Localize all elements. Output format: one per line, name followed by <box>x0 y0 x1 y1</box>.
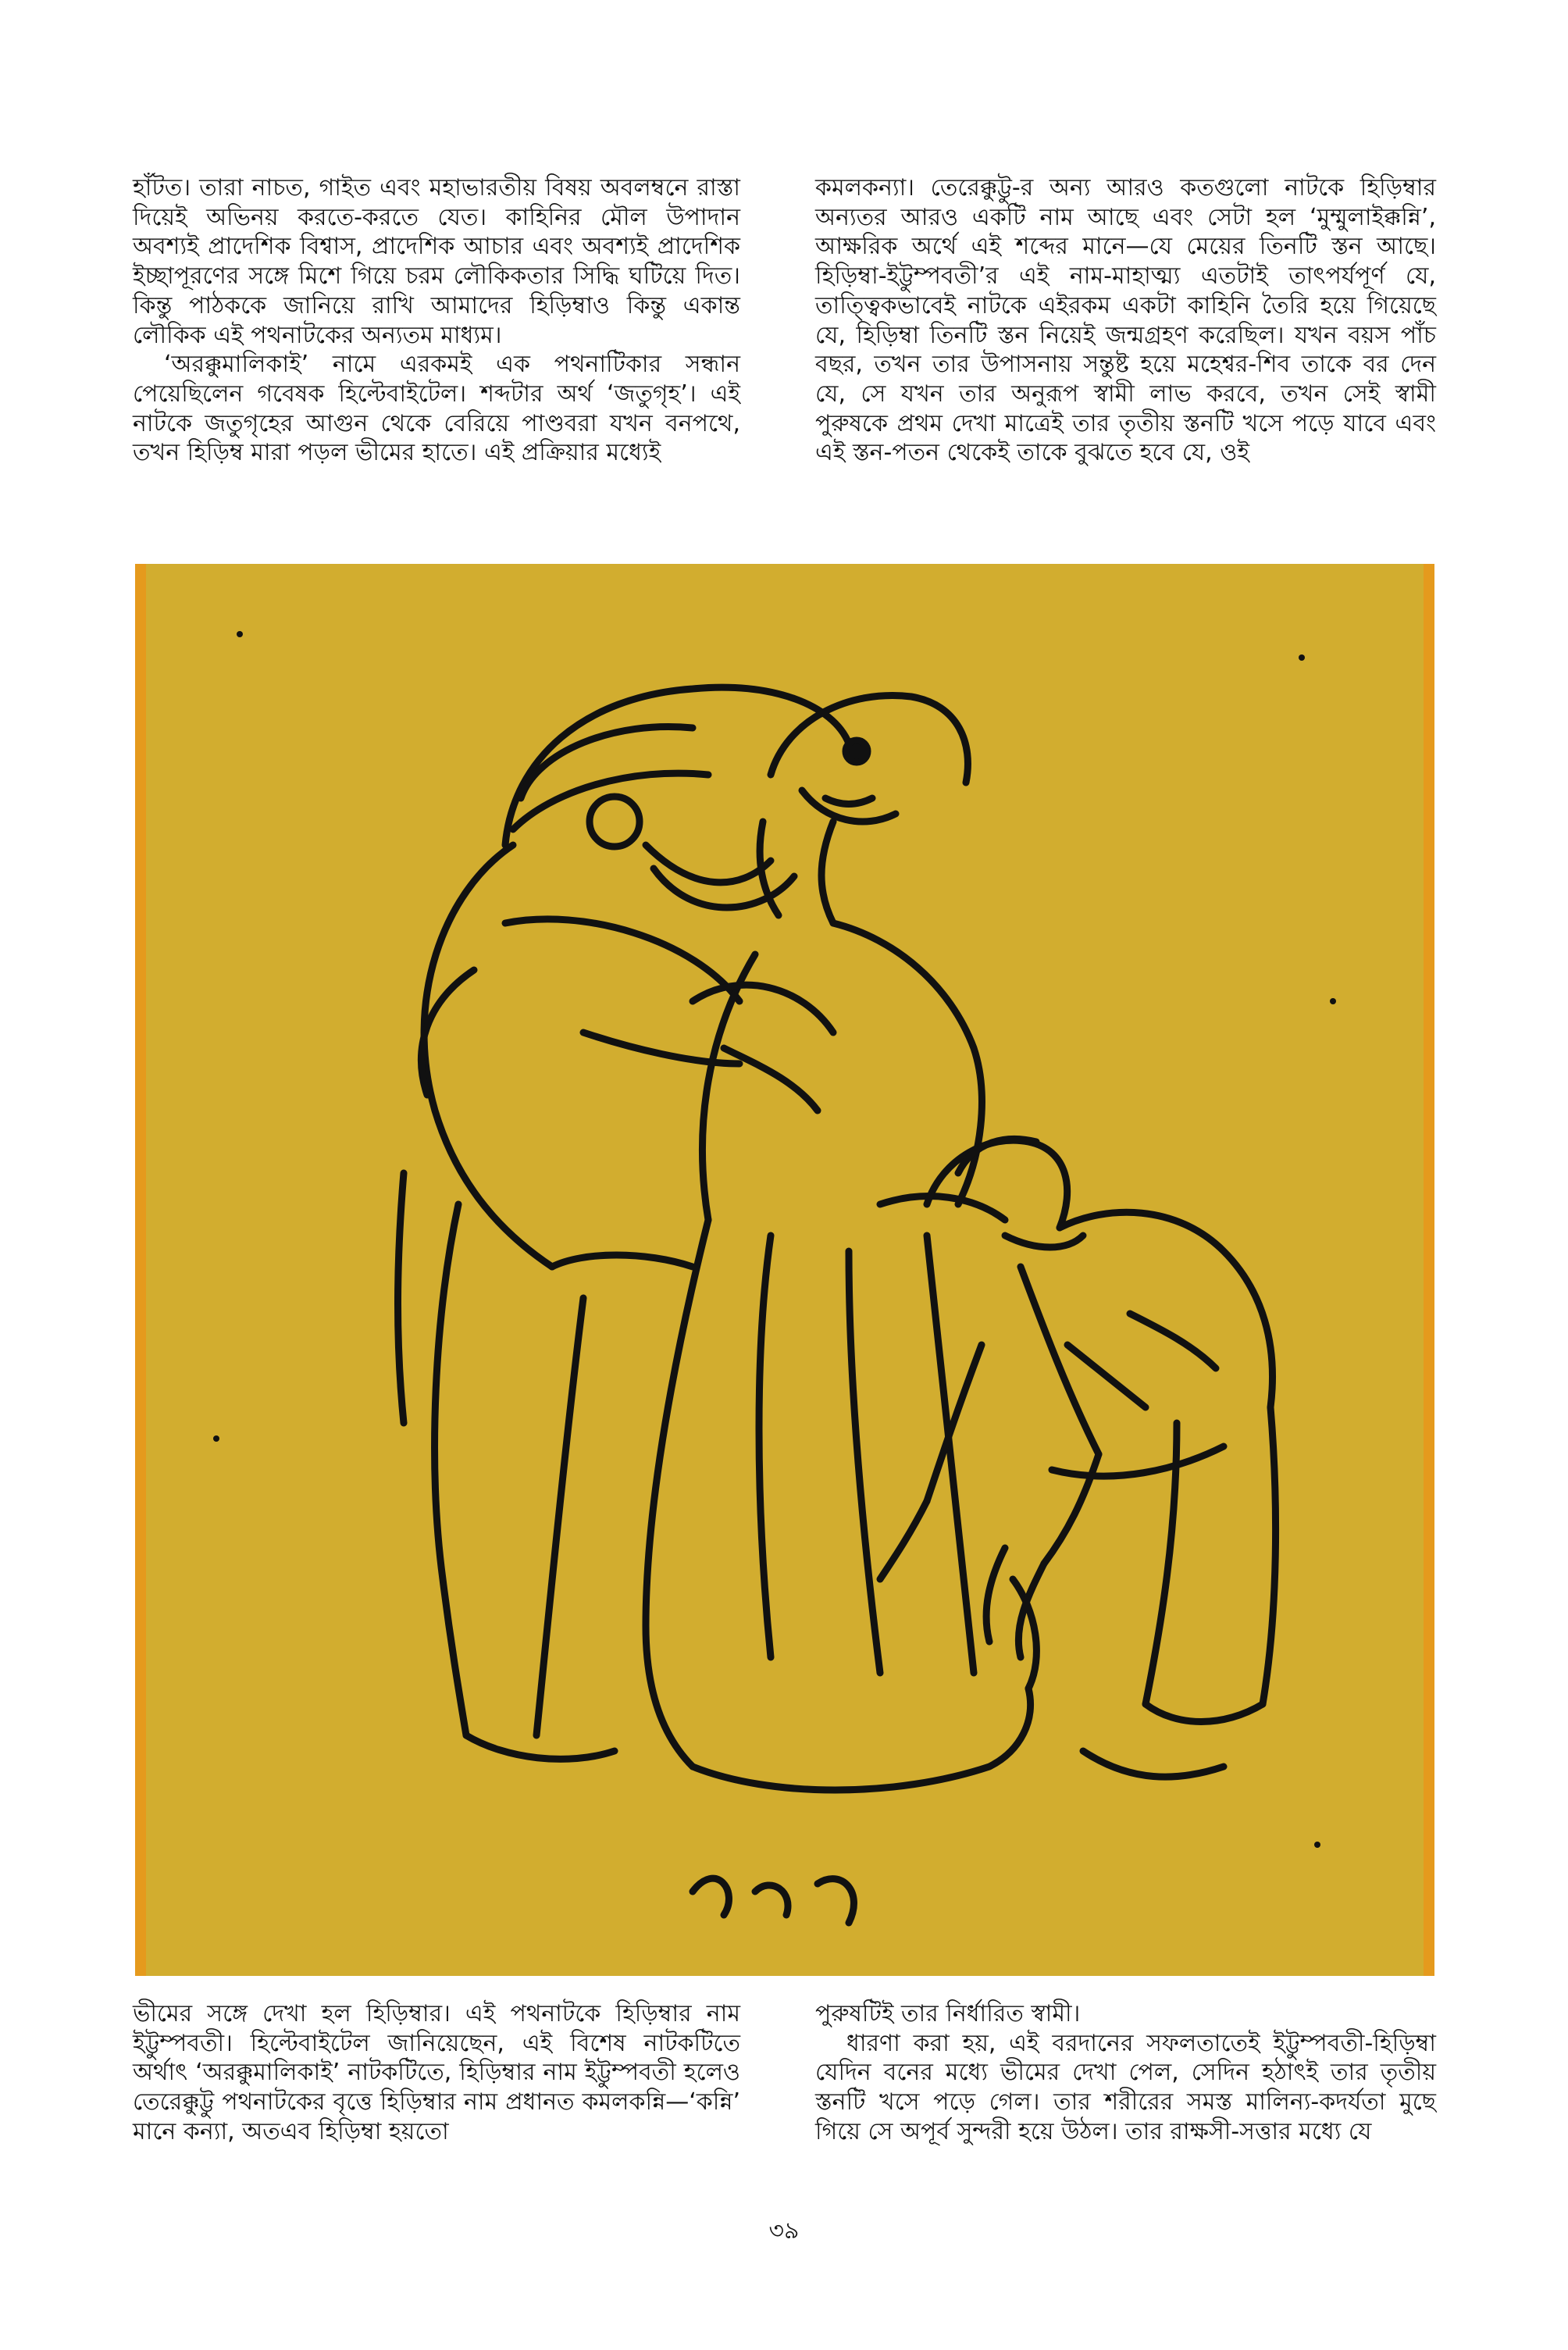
paragraph: কমলকন্যা। তেরেক্কুট্টু-র অন্য আরও কতগুলো নাটকে হিড়িম্বার অন্যতর আরও একটি নাম আছে এবং সেটা হল ‘মুম্মুলাইক্কন্নি’, আক্ষরিক অর্থে এই শব্দের মানে—যে মেয়ের তিনটি স্তন আছে। হিড়িম্বা-ইট্টুম্পবতী’র এই নাম-মাহাত্ম্য এতটাই তাৎপর্যপূর্ণ যে, তাত্ত্বিকভাবেই নাটকে এইরকম একটা কাহিনি তৈরি হয়ে গিয়েছে যে, হিড়িম্বা তিনটি স্তন নিয়েই জন্মগ্রহণ করেছিল। যখন বয়স পাঁচ বছর, তখন তার উপাসনায় সন্তুষ্ট হয়ে মহেশ্বর-শিব তাকে বর দেন যে, সে যখন তার অনুরূপ স্বামী লাভ করবে, তখন সেই স্বামী পুরুষকে প্রথম দেখা মাত্রেই তার তৃতীয় স্তনটি খসে পড়ে যাবে এবং এই স্তন-পতন থেকেই তাকে বুঝতে হবে যে, ওই <box>815 174 1436 467</box>
column-top-right <box>815 173 1436 468</box>
paragraph: হাঁটত। তারা নাচত, গাইত এবং মহাভারতীয় বিষয় অবলম্বনে রাস্তা দিয়েই অভিনয় করতে-করতে যেত। কাহিনির মৌল উপাদান অবশ্যই প্রাদেশিক বিশ্বাস, প্রাদেশিক আচার এবং অবশ্যই প্রাদেশিক ইচ্ছাপূরণের সঙ্গে মিশে গিয়ে চরম লৌকিকতার সিদ্ধি ঘটিয়ে দিত। কিন্তু পাঠককে জানিয়ে রাখি আমাদের হিড়িম্বাও কিন্তু একান্ত লৌকিক এই পথনাটকের অন্যতম মাধ্যম। <box>133 174 740 349</box>
column-bottom-left <box>133 1999 740 2147</box>
illustration-panel <box>135 564 1434 1976</box>
paragraph: ভীমের সঙ্গে দেখা হল হিড়িম্বার। এই পথনাটকে হিড়িম্বার নাম ইট্টুম্পবতী। হিল্টেবাইটেল জানিয়েছেন, এই বিশেষ নাটকটিতে অর্থাৎ ‘অরক্কুমালিকাই’ নাটকটিতে, হিড়িম্বার নাম ইট্টুম্পবতী হলেও তেরেক্কুট্টু পথনাটকের বৃত্তে হিড়িম্বার নাম প্রধানত কমলকন্নি—‘কন্নি’ মানে কন্যা, অতএব হিড়িম্বা হয়তো <box>133 2000 740 2145</box>
column-bottom-right <box>815 1999 1436 2147</box>
line-drawing-illustration <box>146 564 1424 1976</box>
paragraph: পুরুষটিই তার নির্ধারিত স্বামী। <box>815 2000 1081 2027</box>
page-number: ৩৯ <box>768 2217 800 2245</box>
column-top-left <box>133 173 740 468</box>
paragraph: ধারণা করা হয়, এই বরদানের সফলতাতেই ইট্টুম্পবতী-হিড়িম্বা যেদিন বনের মধ্যে ভীমের দেখা পেল, সেদিন হঠাৎই তার তৃতীয় স্তনটি খসে পড়ে গেল। তার শরীরের সমস্ত মালিন্য-কদর্যতা মুছে গিয়ে সে অপূর্ব সুন্দরী হয়ে উঠল। তার রাক্ষসী-সত্তার মধ্যে যে <box>815 2029 1436 2145</box>
paragraph: ‘অরক্কুমালিকাই’ নামে এরকমই এক পথনাটিকার সন্ধান পেয়েছিলেন গবেষক হিল্টেবাইটেল। শব্দটার অর্থ ‘জতুগৃহ’। এই নাটকে জতুগৃহের আগুন থেকে বেরিয়ে পাণ্ডবরা যখন বনপথে, তখন হিড়িম্ব মারা পড়ল ভীমের হাতে। এই প্রক্রিয়ার মধ্যেই <box>133 351 740 467</box>
